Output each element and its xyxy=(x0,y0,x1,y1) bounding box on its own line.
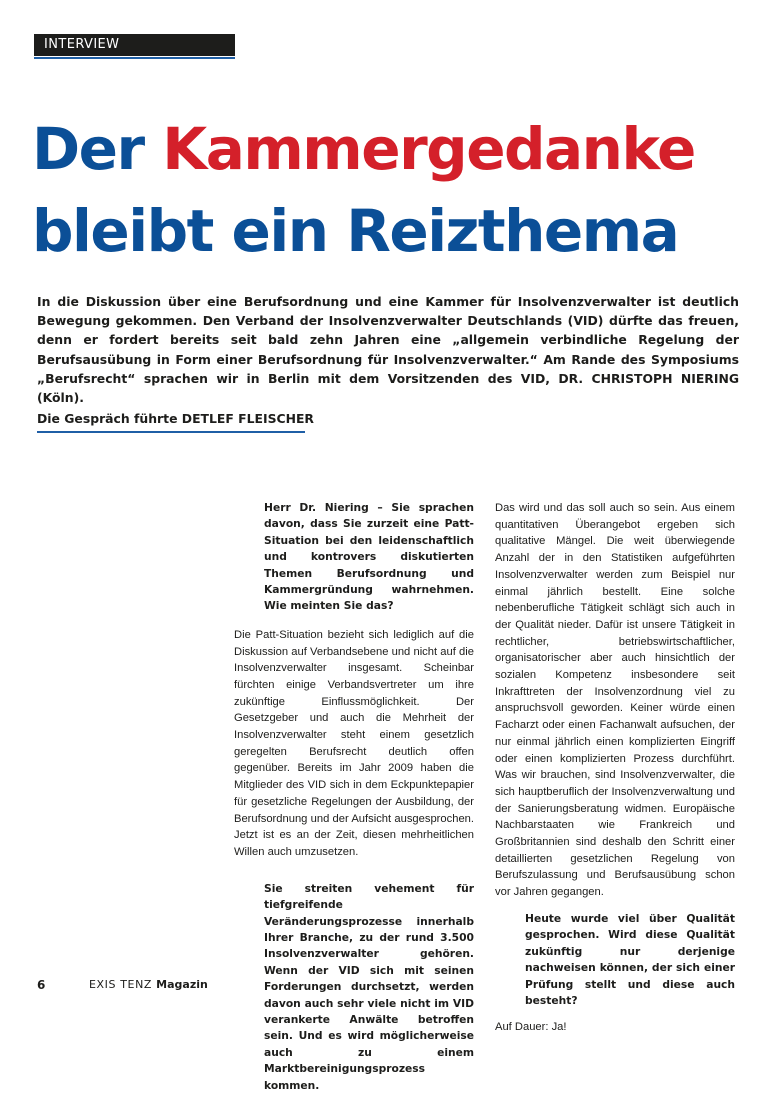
text-column-1 xyxy=(234,500,474,1094)
byline: Die Gespräch führte DETLEF FLEISCHER xyxy=(37,411,314,426)
interview-question: Sie streiten vehement für tiefgreifende Veränderungsprozesse innerhalb Ihrer Branche, zu der rund 3.500 Insolvenzverwalter gehören. Wenn der VID sich mit seinen Forderungen durchsetzt, werden davon auch sehr viele nicht im VID verankerte Anwälte betroffen sein. Und es wird möglicherweise auch zu einem Marktbereinigungsprozess kommen. xyxy=(264,881,474,1092)
interview-answer: Das wird und das soll auch so sein. Aus einem quantitativen Überangebot ergeben sich qualitative Mängel. Die weit überwiegende Anzahl der in den Statistiken aufgeführten Insolvenzverwalter werden zum Beispiel nur einmal jährlich bestellt. Eine solche nebenberufliche Tätigkeit schlägt sich auch in der Qualität nieder. Dafür ist unsere Tätigkeit in rechtlicher, betriebswirtschaftlicher, organisatorischer aber auch hinsichtlich der sozialen Kompetenz insbesondere seit Inkrafttreten der Insolvenzordnung viel zu anspruchsvoll geworden. Keiner würde einen Facharzt oder einen Fachanwalt aufsuchen, der nur einmal jährlich einen komplizierten Eingriff oder einen komplizierten Prozess durchführt. Was wir brauchen, sind Insolvenzverwalter, die sich hauptberuflich der Insolvenzverwaltung und der Sanierungsberatung widmen. Europäische Nachbarstaaten wie Frankreich und Großbritannien sind deshalb den Schritt einer detaillierten gesetzlichen Regelung von Berufszulassung und Berufsausübung schon vor Jahren gegangen. xyxy=(495,502,735,899)
page-number: 6 xyxy=(37,978,46,992)
interview-answer: Auf Dauer: Ja! xyxy=(495,1021,567,1034)
headline-part-2: Kammergedanke xyxy=(162,115,695,183)
interview-question: Heute wurde viel über Qualität gesprochen. Wird diese Qualität zukünftig nur derjenige nachweisen können, der sich einer Prüfung stellt und diese auch besteht? xyxy=(525,911,735,1007)
magazine-title: EXIS TENZ xyxy=(89,978,153,991)
section-label: INTERVIEW xyxy=(44,37,120,52)
section-label-bar xyxy=(34,34,235,56)
headline-line-2: bleibt ein Reizthema xyxy=(32,197,679,265)
magazine-name xyxy=(89,978,208,991)
text-column-2 xyxy=(495,500,735,1036)
headline xyxy=(32,108,695,272)
interview-answer: Die Patt-Situation bezieht sich lediglich auf die Diskussion auf Verbandsebene und nicht auf die Insolvenzverwalter insgesamt. Scheinbar fürchten einige Verbandsvertreter um ihre zukünftige Einflussmöglichkeit. Der Gesetzgeber und auch die Mehrheit der Insolvenzverwalter steht einem gesetzlich geregelten Berufsrecht deutlich offen gegenüber. Bereits im Jahr 2009 haben die Mitglieder des VID sich in dem Eckpunktepapier für gesetzliche Regelungen der Ausbildung, der Berufsordnung und der Aufsicht ausgesprochen. Jetzt ist es an der Zeit, diesen mehrheitlichen Willen auch umzusetzen. xyxy=(234,628,474,858)
headline-part-1: Der xyxy=(32,115,163,183)
byline-rule xyxy=(37,431,305,433)
interview-question: Herr Dr. Niering – Sie sprachen davon, dass Sie zurzeit eine Patt-Situation bei den leidenschaftlich und kontrovers diskutierten Themen Berufsordnung und Kammergründung wahrnehmen. Wie meinten Sie das? xyxy=(264,501,474,613)
section-rule xyxy=(34,57,235,59)
lead-paragraph: In die Diskussion über eine Berufsordnung und eine Kammer für Insolvenzverwalter ist deutlich Bewegung gekommen. Den Verband der Insolvenzverwalter Deutschlands (VID) dürfte das freuen, denn er fordert bereits seit bald zehn Jahren eine „allgemein verbindliche Regelung der Berufsausübung in Form einer Berufsordnung für Insolvenzverwalter.“ Am Rande des Symposiums „Berufsrecht“ sprachen wir in Berlin mit dem Vorsitzenden des VID, DR. CHRISTOPH NIERING (Köln). xyxy=(37,294,739,406)
magazine-suffix: Magazin xyxy=(156,978,208,991)
